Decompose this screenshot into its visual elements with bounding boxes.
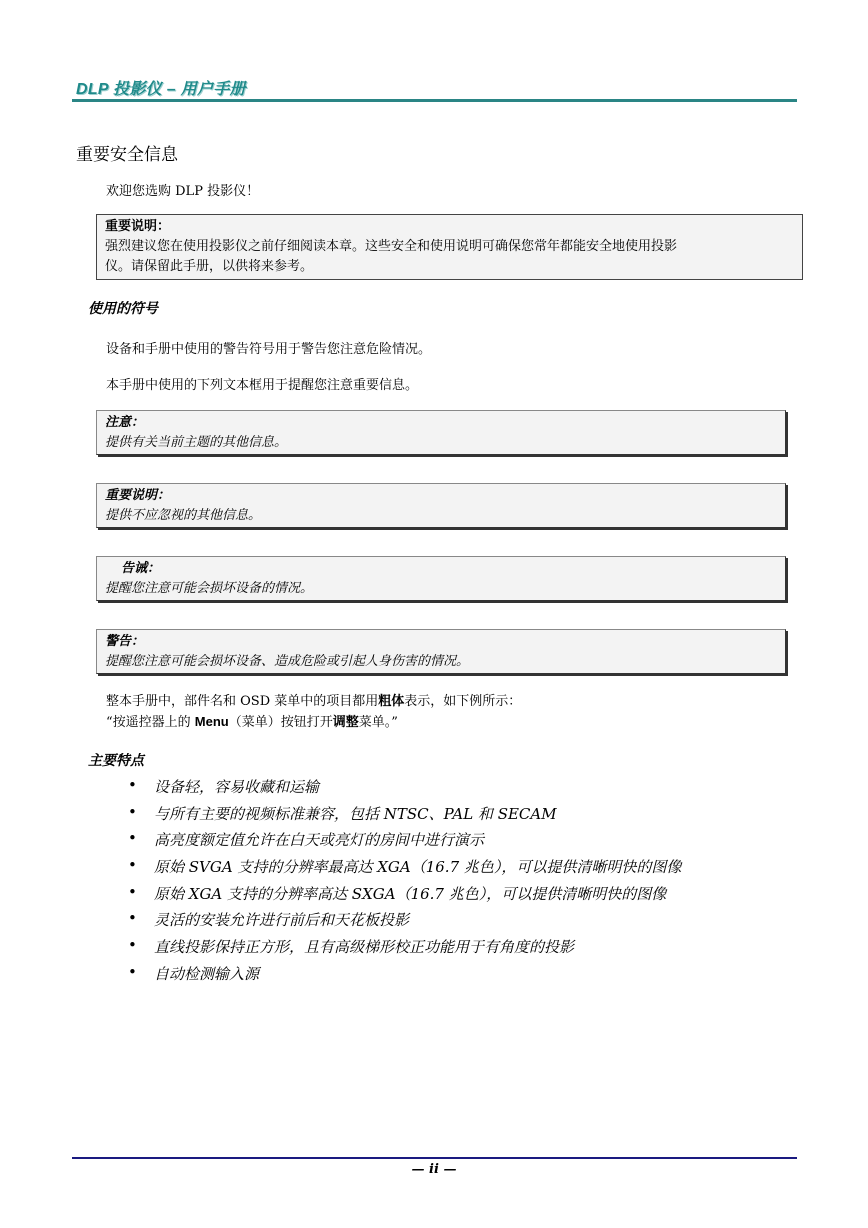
symbols-title: 使用的符号 xyxy=(88,301,158,317)
bold-usage-text-2b: （菜单）按钮打开 xyxy=(228,715,333,730)
bold-usage-adjust-word: 调整 xyxy=(332,715,359,730)
note-box-body: 提供有关当前主题的其他信息。 xyxy=(105,435,288,450)
important-box-line2: 仪。请保留此手册，以供将来参考。 xyxy=(105,259,314,274)
bold-usage-line-1 xyxy=(106,692,521,712)
features-title: 主要特点 xyxy=(88,753,144,769)
feature-item: • 直线投影保持正方形，且有高级梯形校正功能用于有角度的投影 xyxy=(128,936,681,963)
caution-box-heading: 告诫： xyxy=(121,561,161,576)
bold-usage-text-2a: “按遥控器上的 xyxy=(106,715,195,730)
bold-usage-menu-word: Menu xyxy=(194,714,229,729)
feature-item: • 自动检测输入源 xyxy=(128,963,681,990)
running-header-title: DLP 投影仪 – 用户手册 xyxy=(76,81,246,98)
warning-box xyxy=(96,629,786,674)
feature-item: • 灵活的安装允许进行前后和天花板投影 xyxy=(128,909,681,936)
caution-box xyxy=(96,556,786,601)
caution-box-body: 提醒您注意可能会损坏设备的情况。 xyxy=(105,581,314,596)
bold-usage-example-word: 粗体 xyxy=(378,694,405,709)
important-note-box-heading: 重要说明： xyxy=(105,488,171,503)
important-note-box xyxy=(96,483,786,528)
warning-box-body: 提醒您注意可能会损坏设备、造成危险或引起人身伤害的情况。 xyxy=(105,654,470,669)
symbols-paragraph-1: 设备和手册中使用的警告符号用于警告您注意危险情况。 xyxy=(106,342,432,357)
important-box-heading: 重要说明： xyxy=(105,219,171,234)
note-box xyxy=(96,410,786,455)
important-box-line1: 强烈建议您在使用投影仪之前仔细阅读本章。这些安全和使用说明可确保您常年都能安全地使用投影 xyxy=(105,239,678,254)
bold-usage-text-2c: 菜单。” xyxy=(358,715,398,730)
symbols-paragraph-2: 本手册中使用的下列文本框用于提醒您注意重要信息。 xyxy=(106,378,419,393)
note-box-heading: 注意： xyxy=(105,415,145,430)
feature-item: • 高亮度额定值允许在白天或亮灯的房间中进行演示 xyxy=(128,829,681,856)
feature-item: • 原始 SVGA 支持的分辨率最高达 XGA（16.7 兆色），可以提供清晰明快的图像 xyxy=(128,856,681,883)
important-note-box-body: 提供不应忽视的其他信息。 xyxy=(105,508,262,523)
bold-usage-text-1a: 整本手册中，部件名和 OSD 菜单中的项目都用 xyxy=(106,694,379,709)
bold-usage-text-1b: 表示，如下例所示： xyxy=(404,694,522,709)
warning-box-heading: 警告： xyxy=(105,634,145,649)
features-list xyxy=(128,776,681,990)
important-box xyxy=(96,214,803,280)
page-number: — ii — xyxy=(411,1162,457,1177)
section-title: 重要安全信息 xyxy=(76,145,178,165)
footer-rule xyxy=(72,1157,797,1159)
bold-usage-line-2 xyxy=(106,712,521,733)
feature-item: • 设备轻，容易收藏和运输 xyxy=(128,776,681,803)
feature-item: • 原始 XGA 支持的分辨率高达 SXGA（16.7 兆色），可以提供清晰明快的图像 xyxy=(128,883,681,910)
bold-usage-note xyxy=(106,692,521,733)
feature-item: • 与所有主要的视频标准兼容，包括 NTSC、PAL 和 SECAM xyxy=(128,803,681,830)
header-rule xyxy=(72,99,797,102)
welcome-text-content: 欢迎您选购 DLP 投影仪！ xyxy=(106,184,260,199)
welcome-text xyxy=(106,180,259,199)
